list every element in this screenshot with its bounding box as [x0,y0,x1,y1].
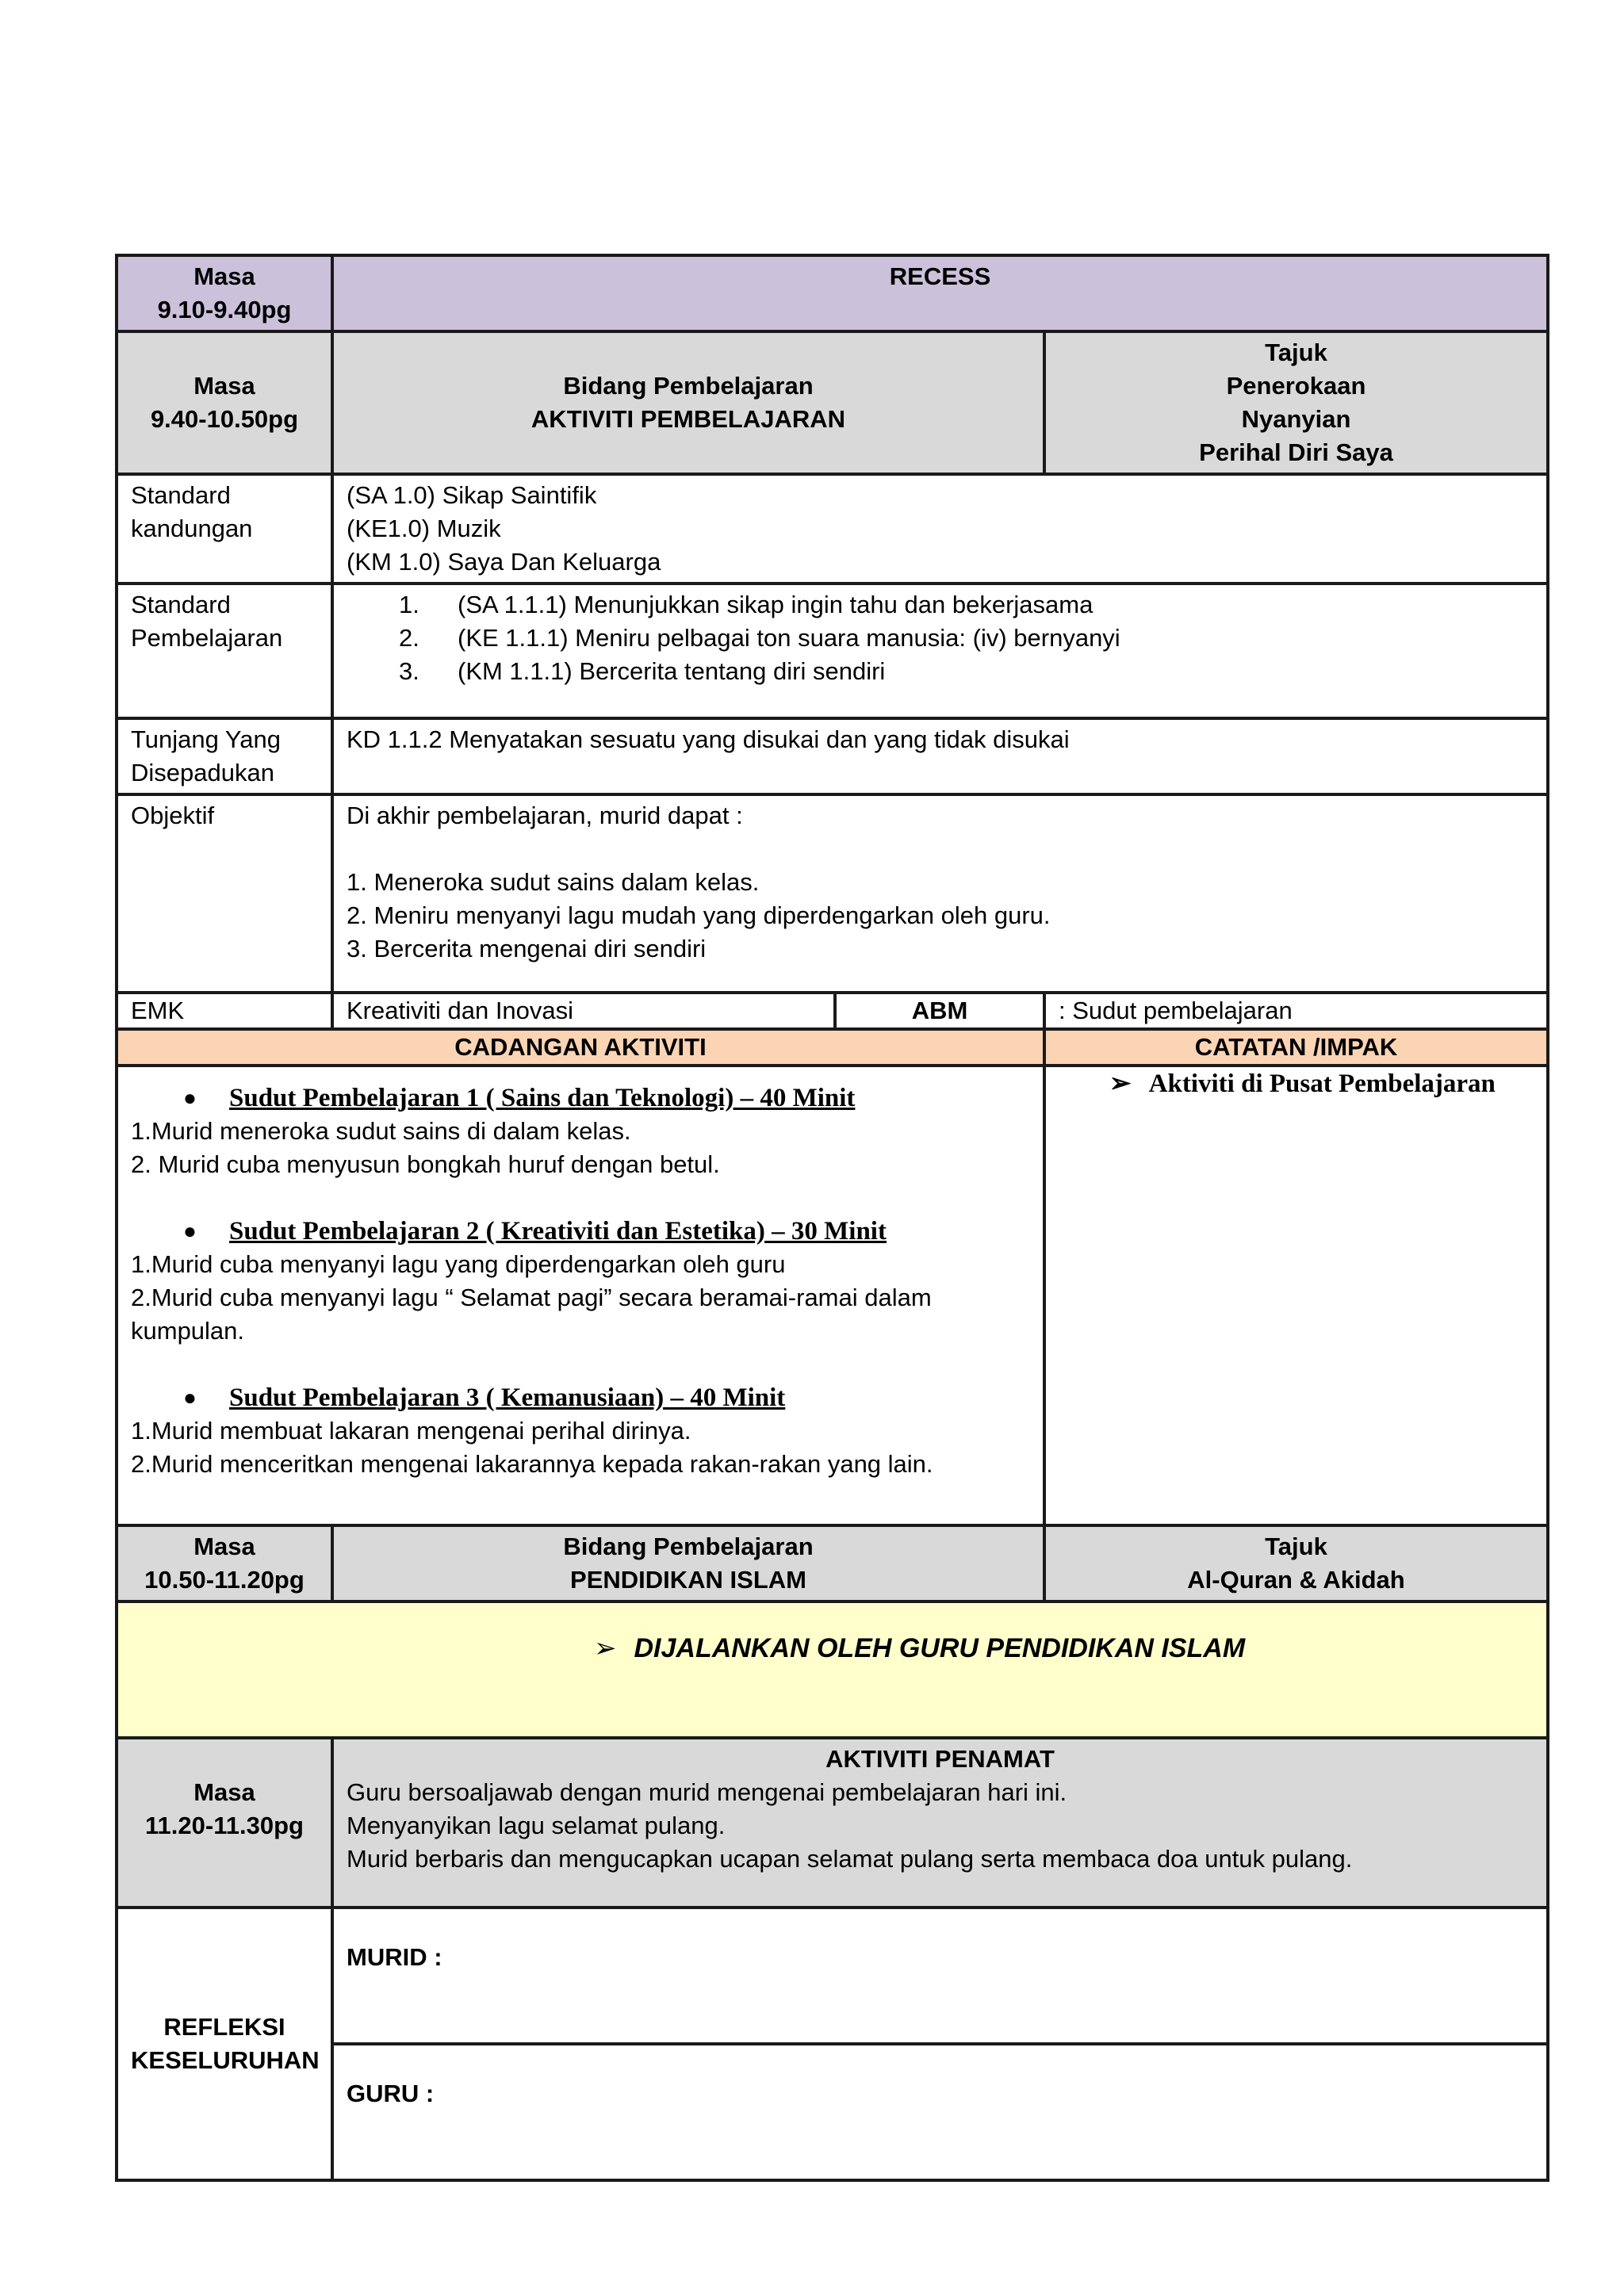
objektif-item: 3. Bercerita mengenai diri sendiri [347,935,707,962]
kandungan-item: (KM 1.0) Saya Dan Keluarga [347,548,661,576]
abm-label: ABM [835,993,1044,1029]
pi-masa-cell [117,1525,332,1601]
cadangan-body [117,1066,1044,1525]
tajuk-label: Tajuk [1265,1533,1327,1560]
tunjang-value: KD 1.1.2 Menyatakan sesuatu yang disukai dan yang tidak disukai [332,718,1548,794]
pi-bidang-cell [332,1525,1044,1601]
standard-pembelajaran-row [117,584,1548,718]
emk-abm-row [117,993,1548,1029]
session-header-row [117,331,1548,474]
bidang-label: Bidang Pembelajaran [563,372,814,400]
standard-kandungan-value [332,474,1548,584]
masa-time: 11.20-11.30pg [145,1812,304,1839]
recess-masa-cell [117,255,332,331]
standard-pembelajaran-label [117,584,332,718]
label-line: Standard [131,591,231,618]
list-item [347,655,1534,688]
catatan-body [1044,1066,1548,1525]
item-number: 3. [399,657,419,685]
list-item [347,588,1534,622]
bidang-value: PENDIDIKAN ISLAM [570,1566,806,1594]
session-masa-cell [117,331,332,474]
sudut-line: kumpulan. [131,1317,245,1345]
tajuk-line: Perihal Diri Saya [1199,438,1393,466]
kandungan-item: (KE1.0) Muzik [347,515,501,542]
masa-label: Masa [193,262,255,290]
tajuk-line: Penerokaan [1226,372,1366,400]
refleksi-murid[interactable]: MURID : [332,1908,1548,2044]
standard-pembelajaran-value [332,584,1548,718]
masa-label: Masa [193,1778,255,1806]
emk-label: EMK [117,993,332,1029]
item-number: 1. [399,591,419,618]
penamat-row [117,1738,1548,1908]
recess-title-cell [332,255,1548,331]
label-line: Disepadukan [131,759,274,786]
masa-time: 9.40-10.50pg [150,405,299,433]
standard-kandungan-row [117,474,1548,584]
sudut-title: Sudut Pembelajaran 2 ( Kreativiti dan Estetika) – 30 Minit [229,1217,887,1246]
lesson-plan-table [115,254,1549,2182]
masa-time: 9.10-9.40pg [157,296,292,323]
pi-banner-text: DIJALANKAN OLEH GURU PENDIDIKAN ISLAM [634,1633,1246,1663]
label-line: Tunjang Yang [131,725,282,753]
arrow-icon: ➢ [1109,1070,1132,1098]
sudut-title-line [131,1081,1030,1115]
label-line: kandungan [131,515,253,542]
objektif-intro: Di akhir pembelajaran, murid dapat : [347,802,743,829]
bidang-value: AKTIVITI PEMBELAJARAN [530,405,846,433]
tajuk-line: Nyanyian [1241,405,1351,433]
sudut-line: 2. Murid cuba menyusun bongkah huruf dengan betul. [131,1150,720,1178]
bullet-icon: ● [183,1219,197,1243]
cadangan-header-row [117,1029,1548,1066]
recess-title: RECESS [889,262,991,290]
item-text: (SA 1.1.1) Menunjukkan sikap ingin tahu dan bekerjasama [458,591,1094,618]
pi-header-row [117,1525,1548,1601]
sudut-line: 1.Murid meneroka sudut sains di dalam kelas. [131,1117,631,1145]
list-item [347,622,1534,655]
catatan-text: Aktiviti di Pusat Pembelajaran [1148,1070,1496,1098]
bullet-icon: ● [183,1385,197,1410]
standard-kandungan-label [117,474,332,584]
sudut-title: Sudut Pembelajaran 3 ( Kemanusiaan) – 40 Minit [229,1383,786,1412]
sudut-line: 2.Murid cuba menyanyi lagu “ Selamat pagi” secara beramai-ramai dalam [131,1284,932,1311]
penamat-line: Menyanyikan lagu selamat pulang. [347,1812,726,1839]
penamat-line: Guru bersoaljawab dengan murid mengenai pembelajaran hari ini. [347,1778,1067,1806]
tunjang-label [117,718,332,794]
label-line: Standard [131,481,231,509]
lesson-plan-page [115,254,1546,2182]
label-line: Pembelajaran [131,624,283,652]
sudut-title-line [131,1215,1030,1248]
recess-row [117,255,1548,331]
item-text: (KM 1.1.1) Bercerita tentang diri sendiri [458,657,886,685]
abm-value: : Sudut pembelajaran [1044,993,1548,1029]
pi-banner-row [117,1601,1548,1738]
item-text: (KE 1.1.1) Meniru pelbagai ton suara manusia: (iv) bernyanyi [458,624,1120,652]
objektif-value [332,794,1548,993]
cadangan-body-row [117,1066,1548,1525]
masa-label: Masa [193,372,255,400]
masa-label: Masa [193,1533,255,1560]
refleksi-label [117,1908,332,2180]
refleksi-murid-row [117,1908,1548,2044]
kandungan-item: (SA 1.0) Sikap Saintifik [347,481,597,509]
tajuk-cell [1044,331,1548,474]
pi-banner [117,1601,1548,1738]
bidang-cell [332,331,1044,474]
emk-value: Kreativiti dan Inovasi [332,993,835,1029]
penamat-masa-cell [117,1738,332,1908]
sudut-line: 2.Murid menceritkan mengenai lakarannya kepada rakan-rakan yang lain. [131,1450,933,1478]
label-line: KESELURUHAN [131,2046,320,2074]
sudut-title-line [131,1381,1030,1414]
pembelajaran-list [347,588,1534,688]
bidang-label: Bidang Pembelajaran [563,1533,814,1560]
tajuk-label: Tajuk [1265,339,1327,366]
item-number: 2. [399,624,419,652]
tajuk-value: Al-Quran & Akidah [1187,1566,1405,1594]
pi-tajuk-cell [1044,1525,1548,1601]
cadangan-header: CADANGAN AKTIVITI [117,1029,1044,1066]
catatan-header: CATATAN /IMPAK [1044,1029,1548,1066]
sudut-line: 1.Murid cuba menyanyi lagu yang diperdengarkan oleh guru [131,1250,786,1278]
objektif-item: 1. Meneroka sudut sains dalam kelas. [347,868,760,896]
penamat-line: Murid berbaris dan mengucapkan ucapan selamat pulang serta membaca doa untuk pulang. [347,1845,1353,1873]
objektif-item: 2. Meniru menyanyi lagu mudah yang diperdengarkan oleh guru. [347,901,1051,929]
label-line: REFLEKSI [163,2013,285,2041]
bullet-icon: ● [183,1085,197,1110]
penamat-body [332,1738,1548,1908]
masa-time: 10.50-11.20pg [144,1566,304,1594]
objektif-label: Objektif [117,794,332,993]
refleksi-guru[interactable]: GURU : [332,2044,1548,2180]
sudut-title: Sudut Pembelajaran 1 ( Sains dan Teknologi) – 40 Minit [229,1084,856,1112]
arrow-icon: ➢ [594,1633,617,1663]
sudut-line: 1.Murid membuat lakaran mengenai perihal dirinya. [131,1417,691,1445]
objektif-row [117,794,1548,993]
tunjang-row [117,718,1548,794]
penamat-title: AKTIVITI PENAMAT [825,1745,1055,1773]
catatan-item [1109,1067,1534,1100]
